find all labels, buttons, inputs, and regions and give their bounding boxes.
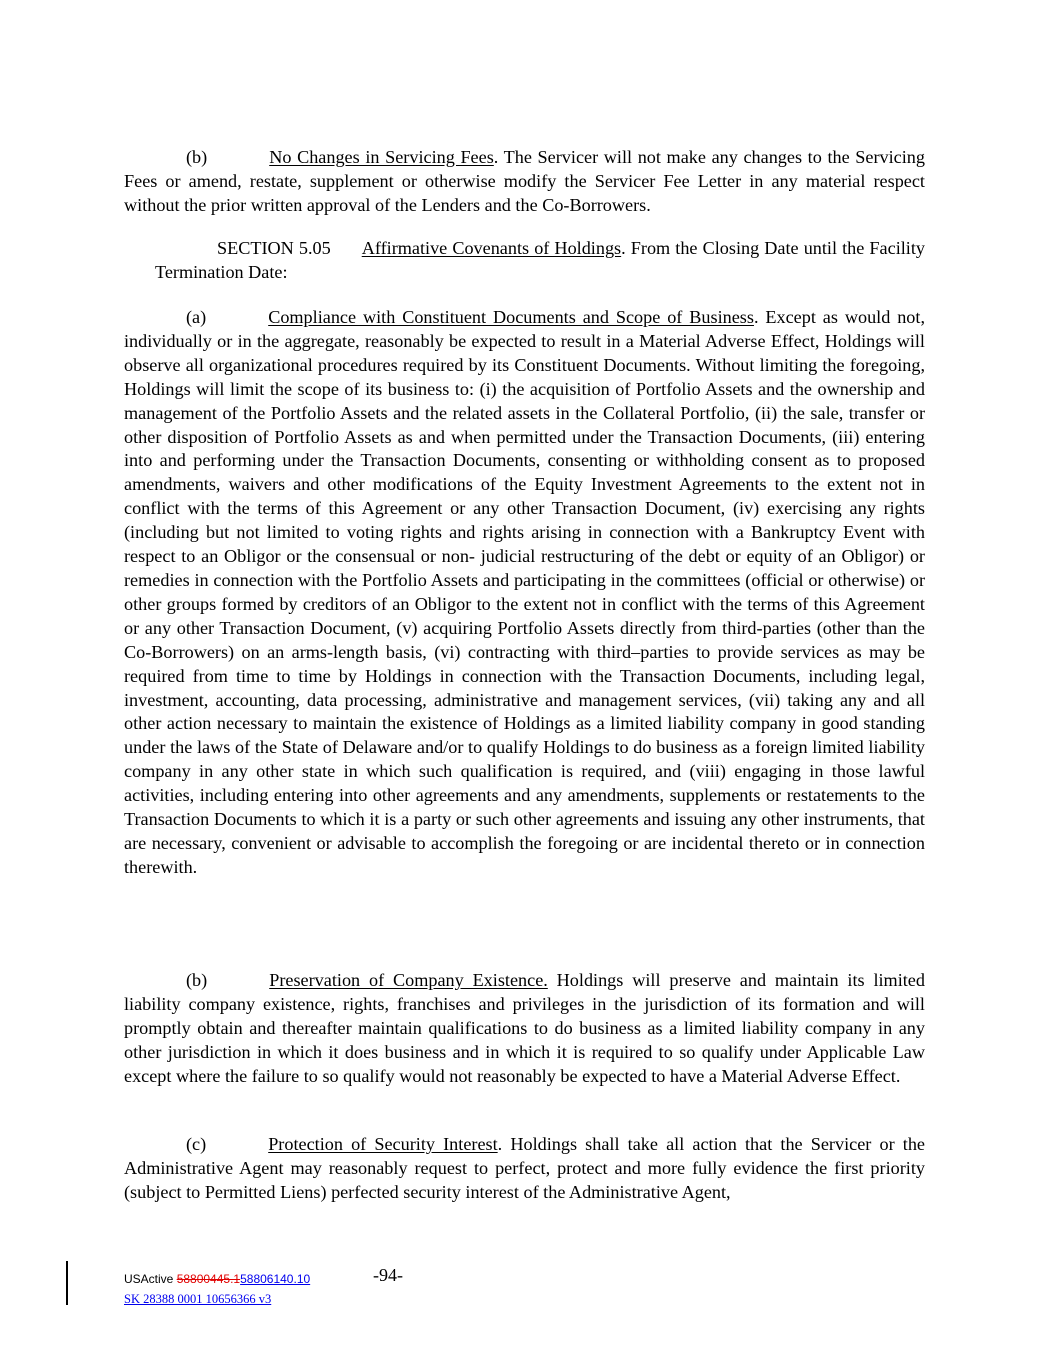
clause-text: Holdings will preserve and maintain its limited liability company existence, rights, franchises and privileges in the jurisdiction of its formation and will promptly obtain and thereafter maintain qualifications to do business as a limited liability company in any other jurisdiction in which it does business and in which it is required to so qualify under Applicable Law except where the failure to so qualify would not reasonably be expected to have a Material Adverse Effect. bbox=[124, 970, 925, 1086]
clause-label: (c) bbox=[186, 1134, 207, 1154]
clause-label: (b) bbox=[186, 147, 208, 167]
clause-heading: No Changes in Servicing Fees bbox=[269, 147, 494, 167]
paragraph-protection-security-interest bbox=[124, 1133, 925, 1205]
page-number: -94- bbox=[373, 1265, 403, 1285]
inserted-doc-id: 58806140.10 bbox=[240, 1272, 311, 1286]
clause-heading: Protection of Security Interest bbox=[268, 1134, 498, 1154]
clause-text: . Holdings shall take all action that the Servicer or the Administrative Agent may reasonably request to perfect, protect and more fully evidence the first priority (subject to Permitted Liens) perfected security interest of the Administrative Agent, bbox=[124, 1134, 925, 1202]
clause-label: (b) bbox=[186, 970, 208, 990]
paragraph-preservation-company-existence bbox=[124, 969, 925, 1089]
paragraph-compliance-scope-of-business bbox=[124, 306, 925, 880]
section-title: Affirmative Covenants of Holdings bbox=[361, 238, 622, 258]
clause-heading: Compliance with Constituent Documents and Scope of Business bbox=[268, 307, 754, 327]
clause-heading: Preservation of Company Existence. bbox=[269, 970, 548, 990]
footer-doc-reference: SK 28388 0001 10656366 v3 bbox=[124, 1292, 272, 1306]
clause-text: . Except as would not, individually or in the aggregate, reasonably be expected to result in a Material Adverse Effect, Holdings will observe all organizational procedures required by its Constituent Documents. Without limiting the foregoing, Holdings will limit the scope of its business to: (i) the acquisition of Portfolio Assets and the ownership and management of the Portfolio Assets and the related assets in the Collateral Portfolio, (ii) the sale, transfer or other disposition of Portfolio Assets as and when permitted under the Transaction Documents, (iii) entering into and performing under the Transaction Documents, consenting or withholding consent as to proposed amendments, waivers and other modifications of the Equity Investment Agreements to the extent not in conflict with the terms of this Agreement or any other Transaction Document, (iv) exercising any rights (including but not limited to voting rights and rights arising in connection with a Bankruptcy Event with respect to an Obligor or the consensual or non- judicial restructuring of the debt or equity of an Obligor) or remedies in connection with the Portfolio Assets and participating in the committees (official or otherwise) or other groups formed by creditors of an Obligor to the extent not in conflict with the terms of this Agreement or any other Transaction Document, (v) acquiring Portfolio Assets directly from third-parties (other than the Co-Borrowers) on an arms-length basis, (vi) contracting with third–parties to provide services as may be required from time to time by Holdings in connection with the Transaction Documents, including legal, investment, accounting, data processing, administrative and management services, (vii) taking any and all other action necessary to maintain the existence of Holdings as a limited liability company in good standing under the laws of the State of Delaware and/or to qualify Holdings to do business as a foreign limited liability company in any other state in which such qualification is required, and (viii) engaging in those lawful activities, including entering into other agreements and any amendments, supplements or restatements to the Transaction Documents to which it is a party or such other agreements and issuing any other instruments, that are necessary, convenient or advisable to accomplish the foregoing or are incidental thereto or in connection therewith. bbox=[124, 307, 925, 877]
section-text: . From the Closing Date until the Facility Termination Date: bbox=[155, 238, 925, 282]
change-bar bbox=[66, 1261, 68, 1305]
paragraph-no-changes-servicing-fees bbox=[124, 146, 925, 218]
clause-text: . The Servicer will not make any changes to the Servicing Fees or amend, restate, supplement or otherwise modify the Servicer Fee Letter in any material respect without the prior written approval of the Lenders and the Co-Borrowers. bbox=[124, 147, 925, 215]
clause-label: (a) bbox=[186, 307, 207, 327]
footer-prefix: USActive bbox=[124, 1272, 177, 1286]
section-number: SECTION 5.05 bbox=[217, 238, 331, 258]
deleted-doc-id: 58800445.1 bbox=[176, 1272, 241, 1286]
section-5-05-heading bbox=[155, 237, 925, 285]
